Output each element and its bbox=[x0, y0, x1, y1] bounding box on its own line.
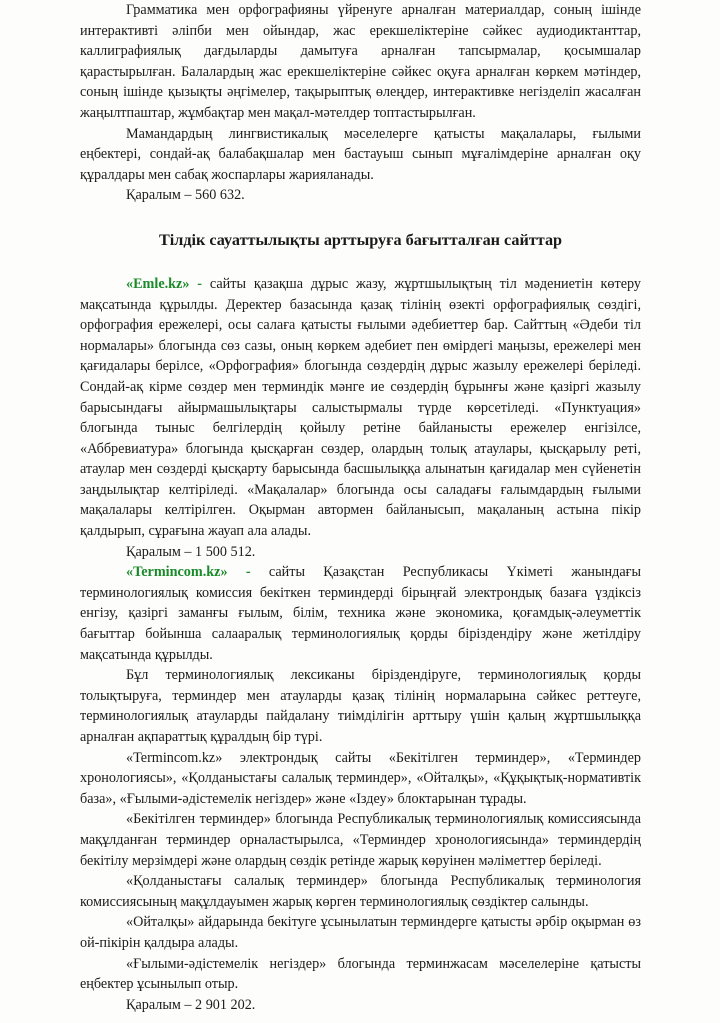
termincom-paragraph-3: «Termincom.kz» электрондық сайты «Бекітілген терминдер», «Терминдер хронологиясы», «Қолданыстағы салалық терминдер», «Ойталқы», «Құқықтық-нормативтік база», «Ғылыми-әдістемелік негіздер» және «Іздеу» блоктарынан тұрады. bbox=[80, 749, 641, 807]
emle-views-count: Қаралым – 1 500 512. bbox=[126, 543, 256, 560]
termincom-paragraph-2: Бұл терминологиялық лексиканы біріздендіруге, терминологиялық қорды толықтыруға, терминдер мен атауларды қазақ тілінің нормаларына сәйкес реттеуге, терминологиялық атауларды пайдалану тиімділігін арттыру үшін қалың жұртшылыққа арналған ақпараттық құралдың бір түрі. bbox=[80, 667, 641, 745]
termincom-description: сайты Қазақстан Республикасы Үкіметі жанындағы терминологиялық комиссия бекіткен терминдерді бірыңғай электрондық базаға үздіксіз енгізу, қазіргі заманғы ғылым, білім, техника және экономика, қоғамдық-әлеуметтік бағыттар бойынша салааралық терминологиялық қорды біріздендіру және жетілдіру мақсатында құрылды. bbox=[80, 564, 641, 663]
termincom-paragraph-1 bbox=[80, 562, 641, 665]
termincom-paragraph-6: «Ойталқы» айдарында бекітуге ұсынылатын терминдерге қатысты әрбір оқырман өз ой-пікірін қалдыра алады. bbox=[80, 914, 641, 951]
termincom-paragraph-4: «Бекітілген терминдер» блогында Республикалық терминологиялық комиссиясында мақұлданған терминдер орналастырылса, «Терминдер хронологиясында» терминдердің бекітілу мерзімдері және олардың сөздік ретінде жарық көруінен мәліметтер беріледі. bbox=[80, 811, 641, 869]
termincom-site-link[interactable]: «Termincom.kz» - bbox=[126, 564, 251, 581]
section-title: Тілдік сауаттылықты арттыруға бағытталған сайттар bbox=[158, 230, 563, 249]
termincom-paragraph-7: «Ғылыми-әдістемелік негіздер» блогында терминжасам мәселелеріне қатысты еңбектер ұсынылып отыр. bbox=[80, 955, 641, 993]
intro-views-count: Қаралым – 560 632. bbox=[126, 187, 245, 204]
intro-paragraph-1: Грамматика мен орфографияны үйренуге арналған материалдар, соның ішінде интерактивті әліпби мен ойындар, жас ерекшеліктеріне сәйкес аудиодиктанттар, каллиграфиялық дағдыларды дамытуға арналған тапсырмалар, қосымшалар қарастырылған. Балалардың жас ерекшеліктеріне сәйкес оқуға арналған көркем мәтіндер, соның ішінде қызықты әңгімелер, тақырыптық өлеңдер, интерактивке негізделіп жасалған жаңылтпаштар, жұмбақтар мен мақал-мәтелдер топтастырылған. bbox=[80, 2, 641, 121]
emle-paragraph bbox=[80, 274, 641, 542]
emle-description: сайты қазақша дұрыс жазу, жұртшылықтың тіл мәдениетін көтеру мақсатында құрылды. Деректер базасында қазақ тілінің өзекті орфографиялық сөздігі, орфография ережелері, осы салаға қатысты ғылыми әдебиеттер бар. Сайттың «Әдеби тіл нормалары» блогында сөз сазы, оның көркем әдебиет пен өмірдегі маңызы, ережелері мен қағидалары берілсе, «Орфография» блогында сөздердің дұрыс жазылу ережелері беріледі. Сондай-ақ кірме сөздер мен терминдік мәнге ие сөздердің бұрынғы және қазіргі жазылу барысындағы айырмашылықтары салыстырмалы түрде көрсетіледі. «Пунктуация» блогында тыныс белгілердің қойылу ретіне байланысты ережелер енгізілсе, «Аббревиатура» блогында қысқарған сөздер, олардың толық атаулары, қысқарылу реті, атаулар мен сөздерді қысқарту барысында басшылыққа алынатын қағидалар мен сүйенетін заңдылықтар келтіріледі. «Мақалалар» блогында осы саладағы ғалымдардың ғылыми мақалалары келтірілген. Оқырман автормен байланысып, мақаланың астына пікір қалдырып, сұрағына жауап ала алады. bbox=[80, 275, 641, 540]
termincom-paragraph-5: «Қолданыстағы салалық терминдер» блогында Республикалық терминология комиссиясының мақұлдауымен жарық көрген терминологиялық сөздіктер салынды. bbox=[80, 873, 641, 910]
emle-site-link[interactable]: «Emle.kz» - bbox=[126, 275, 203, 292]
termincom-views-count: Қаралым – 2 901 202. bbox=[126, 996, 256, 1013]
document-body bbox=[80, 0, 641, 1015]
intro-paragraph-2: Мамандардың лингвистикалық мәселелерге қатысты мақалалары, ғылыми еңбектері, сондай-ақ балабақшалар мен бастауыш сынып мұғалімдеріне арналған оқу құралдары мен сабақ жоспарлары жарияланады. bbox=[80, 125, 641, 183]
